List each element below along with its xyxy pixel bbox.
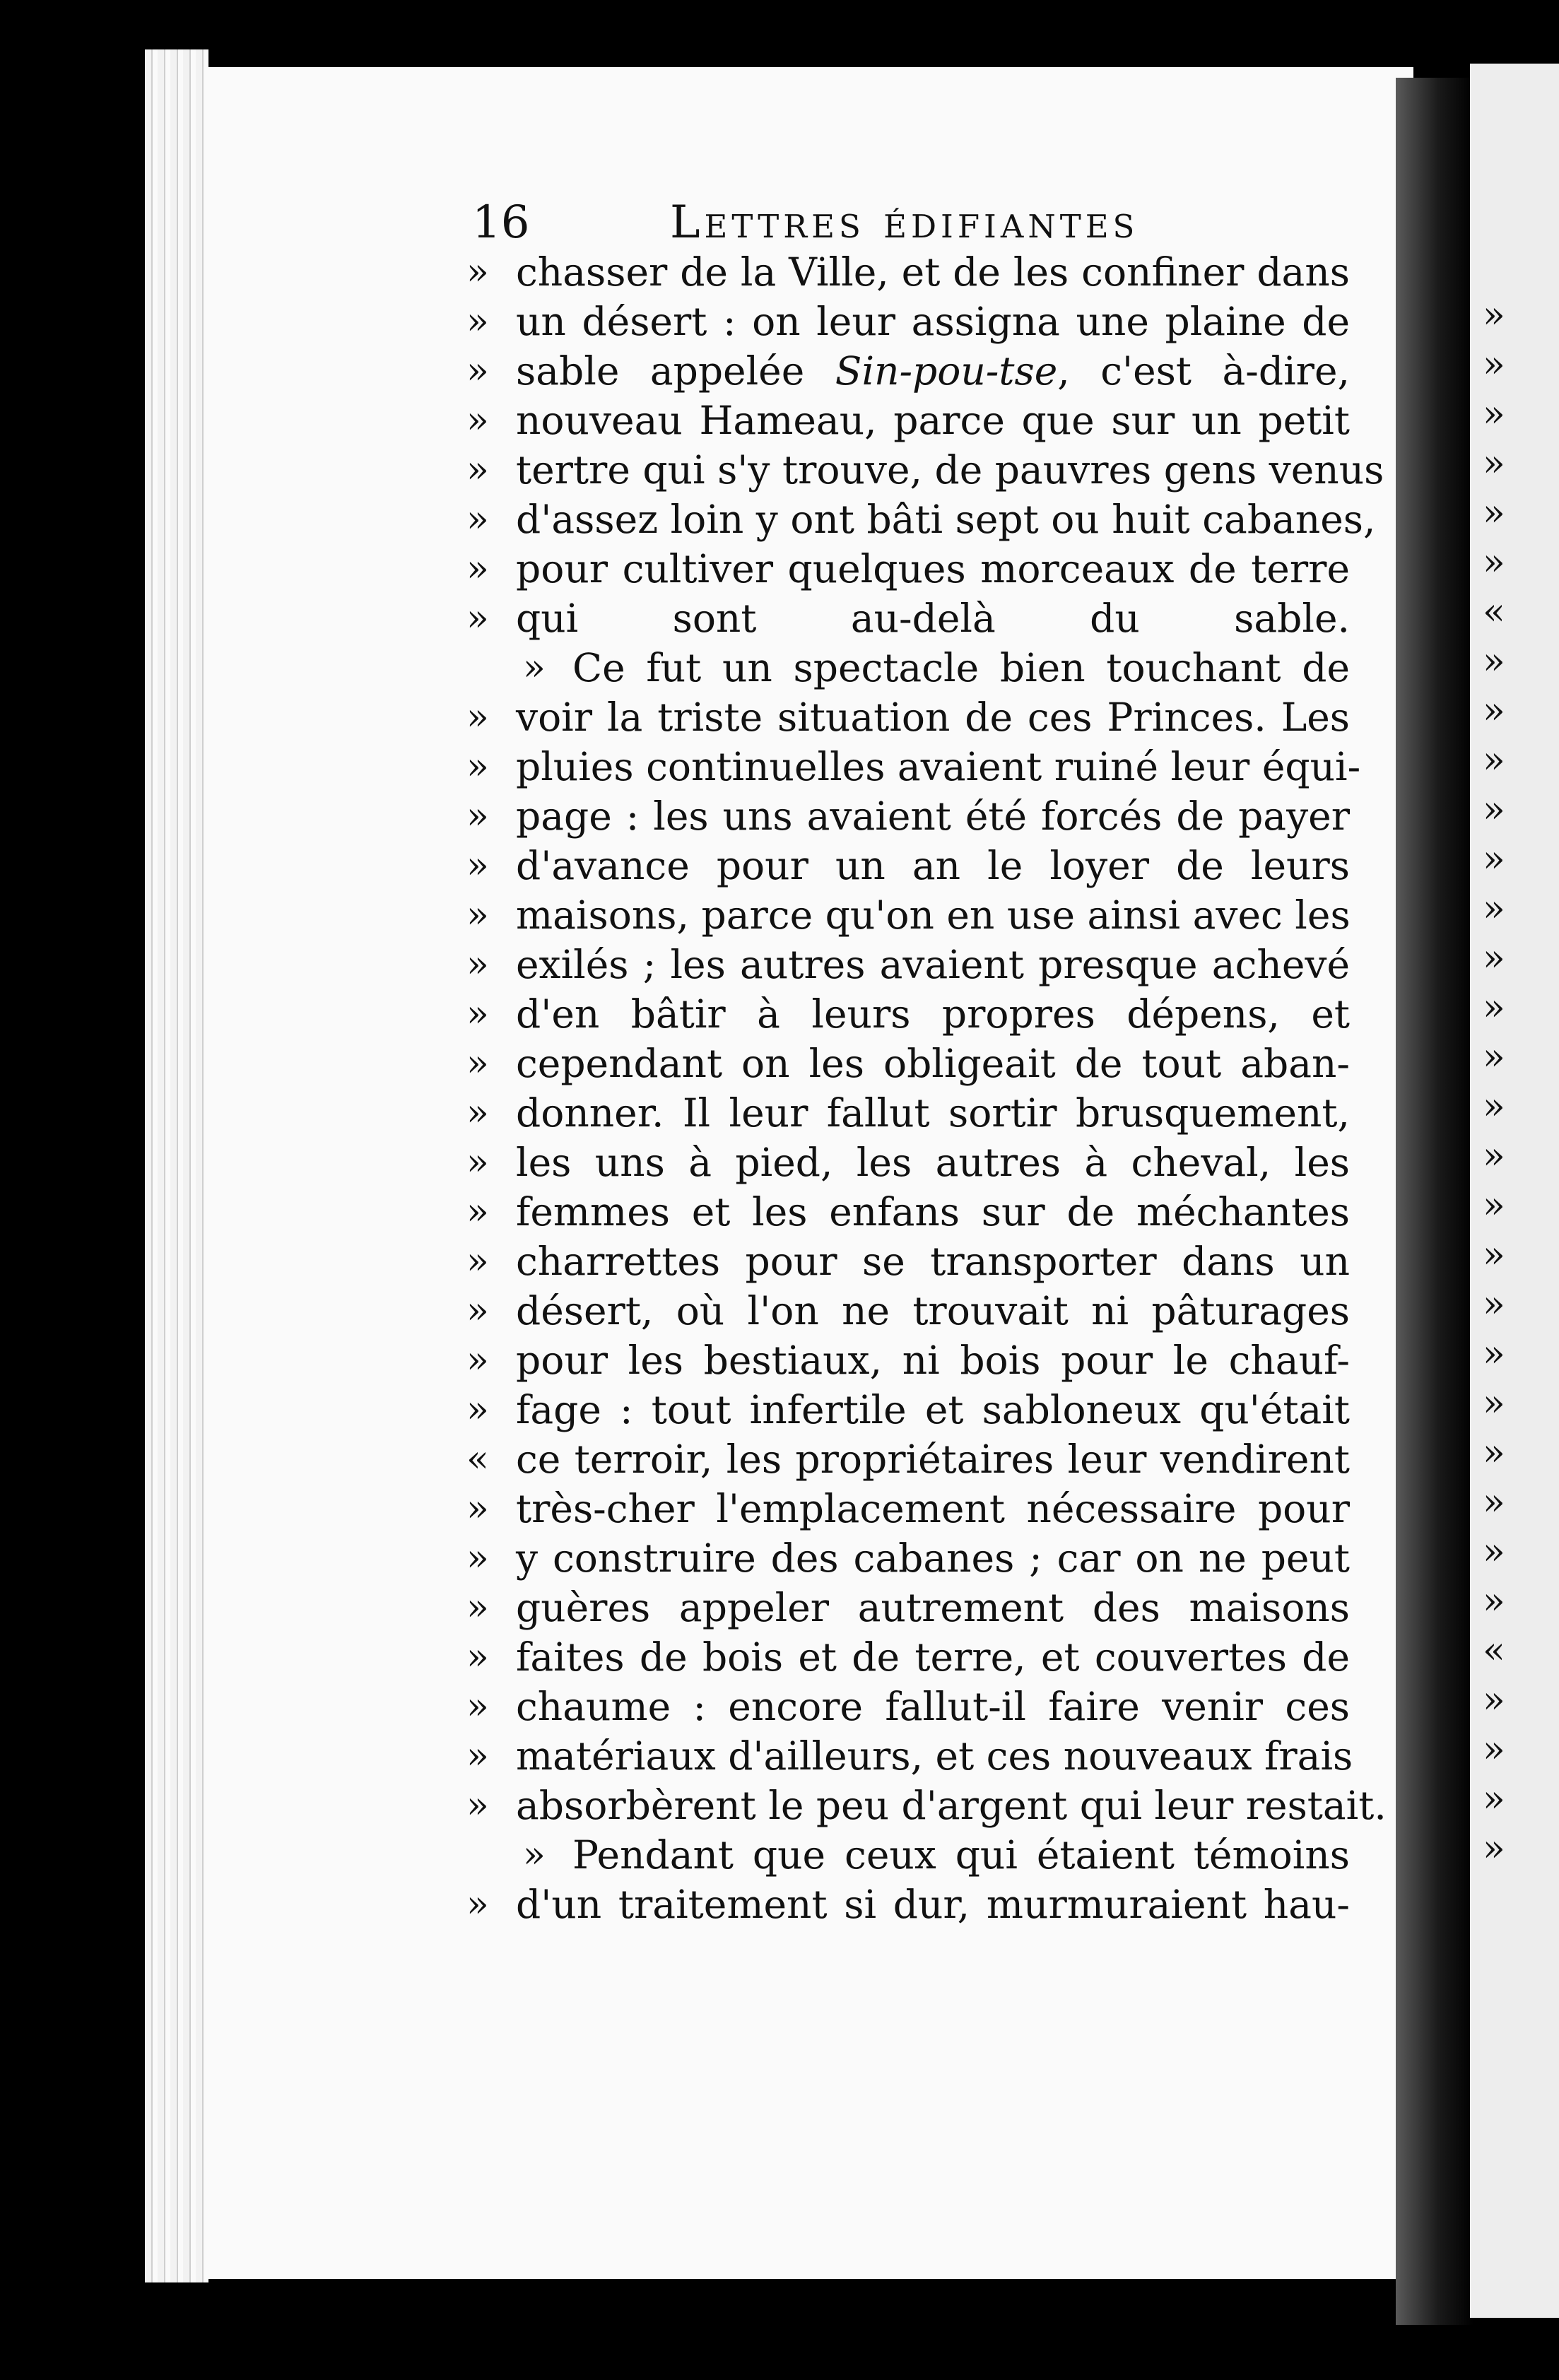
text-line <box>466 1088 1378 1138</box>
text-line <box>466 1583 1378 1632</box>
text-line <box>466 1484 1378 1533</box>
quote-marker: » <box>466 1339 489 1382</box>
text-line <box>466 890 1378 940</box>
quote-marker: » <box>466 696 489 738</box>
line-text: d'avance pour un an le loyer de leurs <box>516 843 1350 888</box>
text-line <box>466 693 1378 742</box>
line-text: donner. Il leur fallut sortir brusquement, <box>516 1090 1350 1136</box>
line-text: page : les uns avaient été forcés de payer <box>516 794 1350 839</box>
facing-page-marker: » <box>1483 1778 1505 1820</box>
quote-marker: » <box>466 1537 489 1579</box>
line-text: pour cultiver quelques morceaux de terre <box>516 546 1350 591</box>
facing-page-marker: » <box>1483 1036 1505 1078</box>
line-text: maisons, parce qu'on en use ainsi avec les <box>516 892 1351 938</box>
quote-marker: » <box>466 993 489 1035</box>
italic-place-name: Sin-pou-tse <box>835 348 1058 394</box>
text-line <box>466 791 1378 841</box>
line-text: chasser de la Ville, et de les confiner dans <box>516 249 1350 295</box>
quote-marker: » <box>466 1735 489 1777</box>
text-line <box>466 1533 1378 1583</box>
facing-page-marker: » <box>1483 1382 1505 1425</box>
line-text: Pendant que ceux qui étaient témoins <box>572 1832 1350 1878</box>
line-text: un désert : on leur assigna une plaine de <box>516 299 1350 344</box>
quote-marker: » <box>466 300 489 343</box>
facing-page-marker: » <box>1483 1184 1505 1227</box>
line-text: cependant on les obligeait de tout aban- <box>516 1041 1350 1086</box>
facing-page-marker: » <box>1483 1085 1505 1128</box>
line-text: Ce fut un spectacle bien touchant de <box>572 645 1350 690</box>
quote-marker: » <box>523 647 546 689</box>
running-head <box>472 196 1355 253</box>
spine-shadow <box>1396 78 1473 2325</box>
quote-marker: « <box>466 1438 489 1480</box>
quote-marker: » <box>466 844 489 887</box>
page-edges <box>145 49 208 2282</box>
line-text: guères appeler autrement des maisons <box>516 1585 1350 1630</box>
quote-marker: » <box>466 1191 489 1233</box>
facing-page-marker: » <box>1483 541 1505 584</box>
line-text: exilés ; les autres avaient presque achevé <box>516 942 1350 987</box>
facing-page-marker: » <box>1483 294 1505 336</box>
line-text: tertre qui s'y trouve, de pauvres gens venus <box>516 447 1384 493</box>
facing-page-marker: » <box>1483 1481 1505 1524</box>
facing-page-marker: » <box>1483 442 1505 485</box>
facing-page-edge <box>1470 64 1559 2318</box>
text-line <box>466 742 1378 791</box>
quote-marker: » <box>466 449 489 491</box>
facing-page-marker: « <box>1483 1630 1505 1672</box>
facing-page-marker: » <box>1483 690 1505 732</box>
line-text: très-cher l'emplacement nécessaire pour <box>516 1486 1350 1531</box>
line-text: les uns à pied, les autres à cheval, les <box>516 1140 1350 1185</box>
line-text: femmes et les enfans sur de méchantes <box>516 1189 1350 1235</box>
text-line <box>466 1336 1378 1385</box>
facing-page-marker: » <box>1483 937 1505 979</box>
facing-page-marker: « <box>1483 591 1505 633</box>
text-line <box>466 1286 1378 1336</box>
quote-marker: » <box>466 795 489 837</box>
line-text: pour les bestiaux, ni bois pour le chauf- <box>516 1338 1350 1383</box>
line-text: chaume : encore fallut-il faire venir ces <box>516 1684 1350 1729</box>
text-line <box>466 1682 1378 1731</box>
facing-page-marker: » <box>1483 1135 1505 1177</box>
quote-marker: » <box>466 1092 489 1134</box>
facing-page-marker: » <box>1483 343 1505 386</box>
facing-page-marker: » <box>1483 1531 1505 1573</box>
line-text: faites de bois et de terre, et couvertes de <box>516 1634 1350 1680</box>
quote-marker: » <box>466 597 489 640</box>
line-text-pre: sable appelée <box>516 348 835 394</box>
text-line <box>466 841 1378 890</box>
line-text: d'un traitement si dur, murmuraient hau- <box>516 1882 1350 1927</box>
line-text: pluies continuelles avaient ruiné leur équi- <box>516 744 1361 789</box>
text-line <box>466 544 1378 594</box>
quote-marker: » <box>466 1141 489 1184</box>
facing-page-marker: » <box>1483 393 1505 435</box>
text-line <box>466 445 1384 495</box>
text-line <box>466 1731 1378 1781</box>
facing-page-marker: » <box>1483 1432 1505 1474</box>
facing-page-marker: » <box>1483 1728 1505 1771</box>
text-line <box>466 346 1378 396</box>
facing-page-marker: » <box>1483 1580 1505 1622</box>
quote-marker: » <box>523 1834 546 1876</box>
text-line <box>466 1385 1378 1435</box>
quote-marker: » <box>466 548 489 590</box>
quote-marker: » <box>466 894 489 936</box>
text-line <box>466 643 1378 693</box>
line-text: absorbèrent le peu d'argent qui leur restait. <box>516 1783 1387 1828</box>
facing-page-marker: » <box>1483 739 1505 782</box>
text-line <box>466 1237 1378 1286</box>
quote-marker: » <box>466 251 489 293</box>
line-text: qui sont au-delà du sable. <box>516 596 1350 641</box>
line-text: d'assez loin y ont bâti sept ou huit cabanes, <box>516 497 1376 542</box>
quote-marker: » <box>466 350 489 392</box>
line-text <box>516 346 1350 396</box>
line-text: nouveau Hameau, parce que sur un petit <box>516 398 1350 443</box>
text-block <box>466 247 1387 1979</box>
quote-marker: » <box>466 1042 489 1085</box>
text-line <box>466 1138 1378 1187</box>
line-text: voir la triste situation de ces Princes. Les <box>516 695 1350 740</box>
line-text: d'en bâtir à leurs propres dépens, et <box>516 991 1350 1037</box>
facing-page-marker: » <box>1483 1283 1505 1326</box>
quote-marker: » <box>466 1240 489 1283</box>
facing-page-markers <box>1470 64 1559 2318</box>
quote-marker: » <box>466 399 489 442</box>
text-line <box>466 1435 1378 1484</box>
text-line <box>466 247 1378 297</box>
page-number: 16 <box>472 196 530 249</box>
facing-page-marker: » <box>1483 838 1505 880</box>
text-line <box>466 396 1378 445</box>
quote-marker: » <box>466 746 489 788</box>
text-line <box>466 1632 1378 1682</box>
facing-page-marker: » <box>1483 640 1505 683</box>
line-text: désert, où l'on ne trouvait ni pâturages <box>516 1288 1350 1333</box>
facing-page-marker: » <box>1483 888 1505 930</box>
text-line <box>466 1187 1378 1237</box>
facing-page-marker: » <box>1483 789 1505 831</box>
text-line <box>466 989 1378 1039</box>
quote-marker: » <box>466 1290 489 1332</box>
text-line <box>466 297 1378 346</box>
facing-page-marker: » <box>1483 1679 1505 1721</box>
quote-marker: » <box>466 1488 489 1530</box>
quote-marker: » <box>466 498 489 541</box>
running-title: Lettres édifiantes <box>670 196 1139 249</box>
line-text: y construire des cabanes ; car on ne peut <box>516 1536 1350 1581</box>
quote-marker: » <box>466 1784 489 1827</box>
line-text: charrettes pour se transporter dans un <box>516 1239 1350 1284</box>
facing-page-marker: » <box>1483 1827 1505 1870</box>
text-line <box>466 940 1378 989</box>
text-line <box>466 1830 1378 1880</box>
line-text: matériaux d'ailleurs, et ces nouveaux frais <box>516 1733 1353 1779</box>
facing-page-marker: » <box>1483 1234 1505 1276</box>
facing-page-marker: » <box>1483 986 1505 1029</box>
quote-marker: » <box>466 1636 489 1678</box>
line-text: fage : tout infertile et sabloneux qu'était <box>516 1387 1350 1432</box>
quote-marker: » <box>466 1389 489 1431</box>
facing-page-marker: » <box>1483 1333 1505 1375</box>
text-line <box>466 495 1378 544</box>
line-text: ce terroir, les propriétaires leur vendirent <box>516 1437 1350 1482</box>
text-line <box>466 1880 1378 1929</box>
text-line <box>466 594 1378 643</box>
line-text-post: , c'est à-dire, <box>1057 348 1350 394</box>
quote-marker: » <box>466 1883 489 1926</box>
quote-marker: » <box>466 1685 489 1728</box>
quote-marker: » <box>466 943 489 986</box>
text-line <box>466 1781 1387 1830</box>
facing-page-marker: » <box>1483 492 1505 534</box>
text-line <box>466 1039 1378 1088</box>
quote-marker: » <box>466 1586 489 1629</box>
